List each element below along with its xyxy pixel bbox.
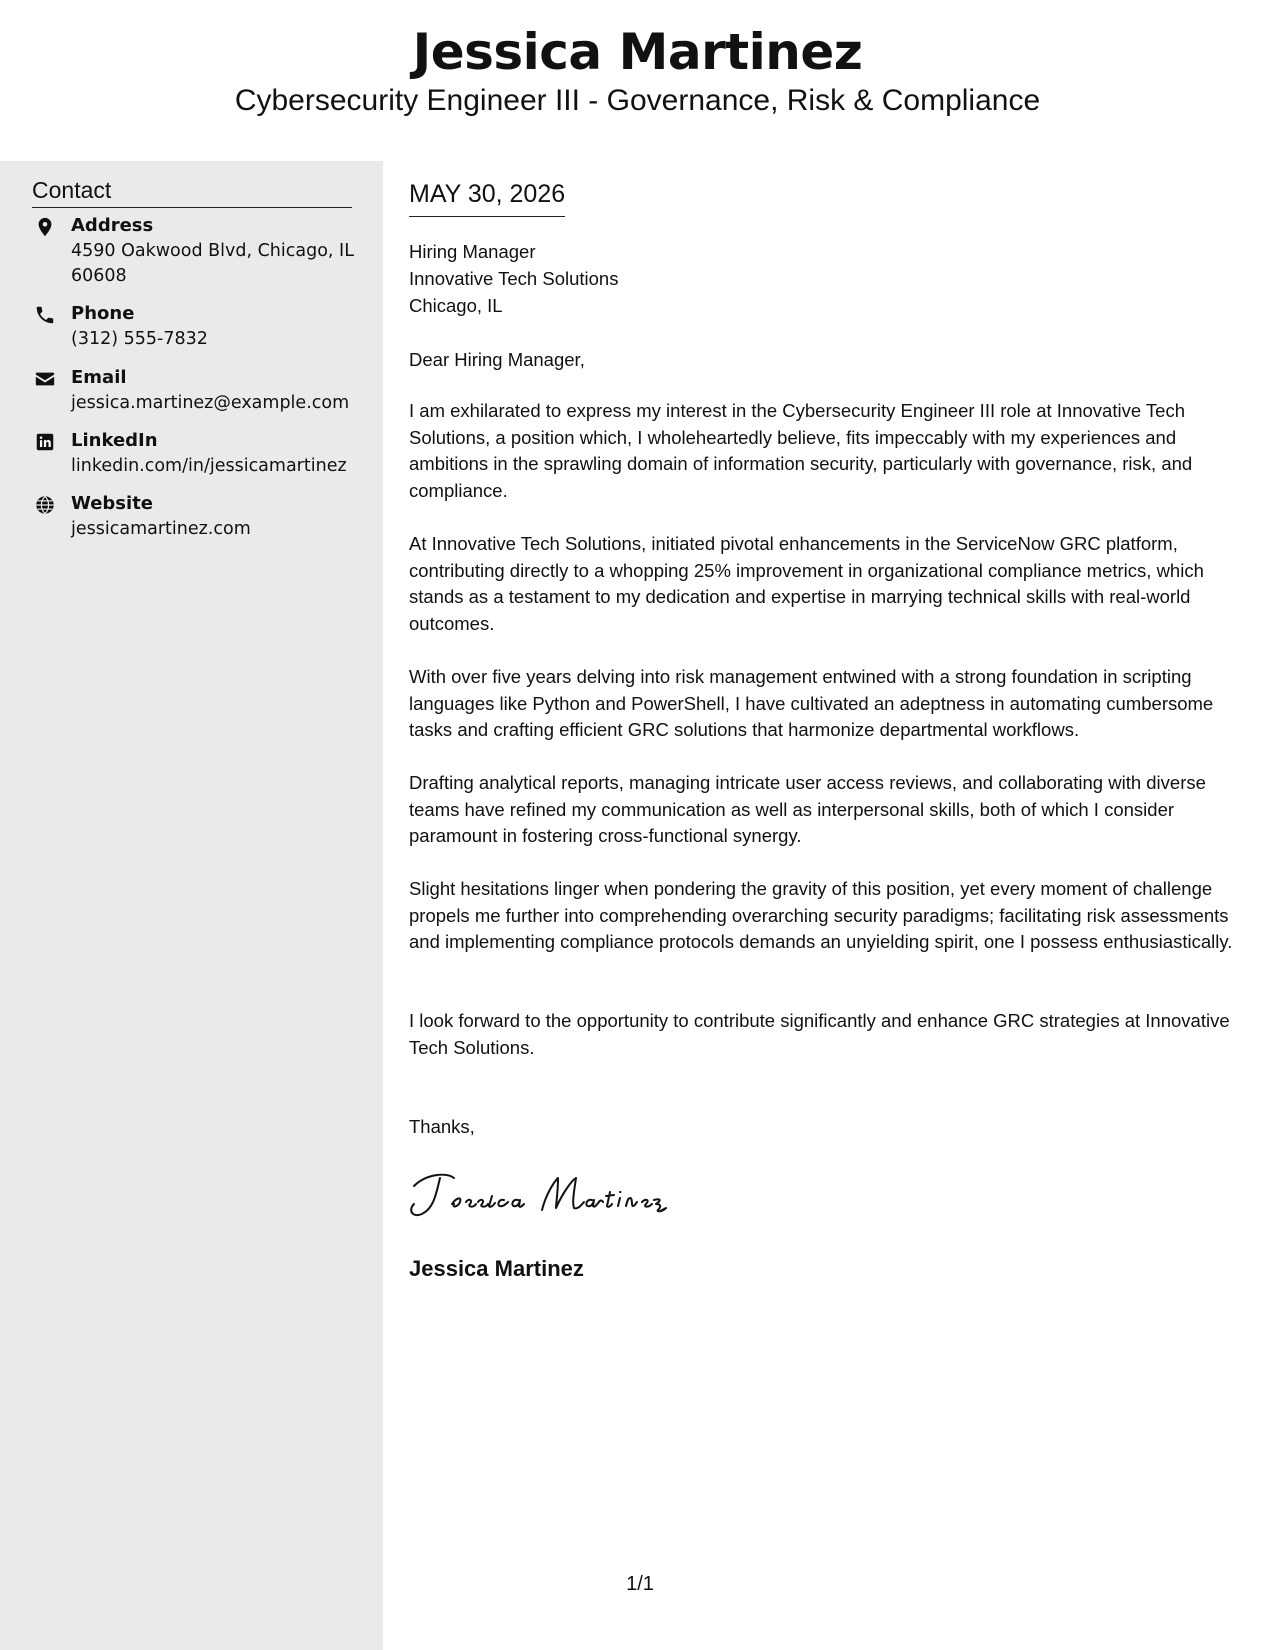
recipient-line: Innovative Tech Solutions [409,268,619,289]
linkedin-icon [34,431,56,453]
body-paragraph: At Innovative Tech Solutions, initiated pivotal enhancements in the ServiceNow GRC platform, contributing directly to a whopping 25% improvement in organizational compliance metrics, which stands as a testament to my dedication and expertise in marrying technical skills with real-world outcomes. [409,533,1204,634]
contact-label: Phone [71,303,135,324]
address-value: 4590 Oakwood Blvd, Chicago, IL 60608 [71,241,354,286]
body-paragraph: Drafting analytical reports, managing intricate user access reviews, and collaborating with diverse teams have refined my communication as well as interpersonal skills, both of which I consider paramount in fostering cross-functional synergy. [409,772,1206,846]
contact-item-address [32,214,362,284]
phone-value: (312) 555-7832 [71,329,208,349]
phone-icon [34,304,56,326]
linkedin-value: linkedin.com/in/jessicamartinez [71,456,347,476]
contact-label: Address [71,215,154,236]
letter-header [0,0,1275,160]
contact-heading: Contact [32,175,352,208]
body-paragraph: I am exhilarated to express my interest in the Cybersecurity Engineer III role at Innovative Tech Solutions, a position which, I wholeheartedly believe, fits impeccably with my experiences and ambitions in the sprawling domain of information security, particularly with governance, risk, and compliance. [409,400,1193,501]
salutation: Dear Hiring Manager, [409,349,585,370]
applicant-title: Cybersecurity Engineer III - Governance, Risk & Compliance [234,84,1041,117]
contact-label: Website [71,493,154,514]
body-paragraph: With over five years delving into risk management entwined with a strong foundation in scripting languages like Python and PowerShell, I have cultivated an adeptness in automating cumbersome tasks and crafting efficient GRC solutions that harmonize departmental workflows. [409,666,1214,740]
applicant-name: Jessica Martinez [412,23,863,81]
recipient-line: Chicago, IL [409,295,503,316]
contact-label: Email [71,367,127,388]
signer-name: Jessica Martinez [409,1256,584,1281]
website-value: jessicamartinez.com [71,519,251,539]
recipient-line: Hiring Manager [409,241,536,262]
globe-icon [34,494,56,516]
contact-item-linkedin [32,429,362,479]
page-number: 1/1 [626,1573,654,1595]
body-paragraph: I look forward to the opportunity to contribute significantly and enhance GRC strategies at Innovative Tech Solutions. [409,1010,1230,1058]
envelope-icon [34,368,56,390]
map-pin-icon [34,216,56,238]
contact-label: LinkedIn [71,430,158,451]
contact-item-website [32,492,362,542]
contact-item-phone [32,302,362,352]
recipient-block [409,238,1249,319]
handwritten-signature [406,1164,686,1224]
body-paragraph: Slight hesitations linger when pondering the gravity of this position, yet every moment of challenge propels me further into comprehending overarching security paradigms; facilitating risk assessments and implementing compliance protocols demands an unyielding spirit, one I possess enthusiastically. [409,878,1233,952]
email-value: jessica.martinez@example.com [71,393,350,413]
letter-date: MAY 30, 2026 [409,178,565,217]
closing: Thanks, [409,1116,475,1137]
contact-item-email [32,366,362,416]
